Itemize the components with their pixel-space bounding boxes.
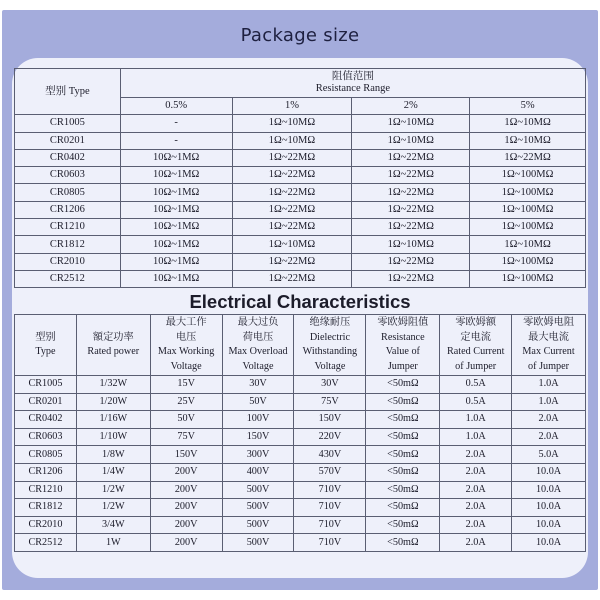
header-line: Dielectric: [309, 331, 350, 343]
electrical-cell: 150V: [150, 446, 222, 464]
table-row: [15, 253, 586, 270]
resistance-cell: 1Ω~100MΩ: [470, 253, 586, 270]
electrical-cell: <50mΩ: [366, 516, 440, 534]
resistance-cell: 1Ω~22MΩ: [352, 201, 470, 218]
tolerance-header: 2%: [352, 98, 470, 115]
tolerance-header: 1%: [232, 98, 352, 115]
electrical-cell: 1/32W: [76, 376, 150, 394]
electrical-cell: <50mΩ: [366, 446, 440, 464]
electrical-cell: 5.0A: [512, 446, 586, 464]
type-cell: CR0201: [15, 393, 77, 411]
electrical-cell: 1/8W: [76, 446, 150, 464]
header-line: of Jumper: [455, 360, 497, 372]
table-row: [15, 516, 586, 534]
table-row: [15, 499, 586, 517]
electrical-header-cell: [294, 315, 366, 376]
resistance-table-body: [15, 115, 586, 288]
type-cell: CR2512: [15, 270, 121, 287]
header-line: Rated power: [87, 346, 140, 357]
electrical-cell: 1.0A: [440, 411, 512, 429]
electrical-cell: 2.0A: [440, 534, 512, 552]
electrical-cell: 10.0A: [512, 481, 586, 499]
electrical-cell: 710V: [294, 534, 366, 552]
header-line: Withstanding: [302, 346, 358, 357]
page-title: Package size: [240, 25, 360, 46]
resistance-cell: 1Ω~10MΩ: [470, 236, 586, 253]
header-line: Resistance: [381, 331, 425, 343]
resistance-cell: 1Ω~10MΩ: [352, 236, 470, 253]
electrical-cell: 200V: [150, 534, 222, 552]
header-line: Voltage: [242, 360, 274, 372]
electrical-cell: 30V: [294, 376, 366, 394]
header-line: 最大过负: [237, 317, 279, 328]
header-line: Voltage: [314, 360, 346, 372]
table-row: [15, 201, 586, 218]
resistance-cell: 1Ω~22MΩ: [470, 149, 586, 166]
electrical-cell: 710V: [294, 499, 366, 517]
electrical-cell: 50V: [150, 411, 222, 429]
electrical-cell: 2.0A: [440, 516, 512, 534]
type-cell: CR2010: [15, 253, 121, 270]
range-header: [120, 69, 585, 98]
resistance-cell: 1Ω~100MΩ: [470, 270, 586, 287]
electrical-cell: 100V: [222, 411, 294, 429]
resistance-cell: 1Ω~22MΩ: [352, 270, 470, 287]
table-row: [15, 393, 586, 411]
electrical-cell: 300V: [222, 446, 294, 464]
resistance-cell: 1Ω~22MΩ: [232, 184, 352, 201]
electrical-cell: 500V: [222, 481, 294, 499]
electrical-cell: 10.0A: [512, 516, 586, 534]
table-row: [15, 184, 586, 201]
electrical-cell: 10.0A: [512, 534, 586, 552]
electrical-cell: 150V: [294, 411, 366, 429]
type-cell: CR0603: [15, 167, 121, 184]
type-cell: CR1005: [15, 115, 121, 132]
table-row: [15, 167, 586, 184]
header-line: 绝缘耐压: [309, 317, 351, 328]
electrical-cell: 710V: [294, 481, 366, 499]
electrical-cell: 0.5A: [440, 376, 512, 394]
resistance-cell: 1Ω~22MΩ: [352, 149, 470, 166]
electrical-cell: 500V: [222, 499, 294, 517]
header-line: Voltage: [170, 360, 202, 372]
electrical-cell: 2.0A: [440, 499, 512, 517]
table-row: [15, 534, 586, 552]
type-cell: CR1210: [15, 219, 121, 236]
electrical-cell: 10.0A: [512, 499, 586, 517]
electrical-cell: 1/2W: [76, 481, 150, 499]
electrical-cell: <50mΩ: [366, 428, 440, 446]
table-row: [15, 219, 586, 236]
electrical-cell: 430V: [294, 446, 366, 464]
electrical-cell: 1.0A: [512, 393, 586, 411]
resistance-cell: 10Ω~1MΩ: [120, 167, 232, 184]
resistance-cell: 10Ω~1MΩ: [120, 201, 232, 218]
resistance-header-row: [15, 69, 586, 98]
resistance-cell: 10Ω~1MΩ: [120, 236, 232, 253]
electrical-header-cell: [76, 315, 150, 376]
type-cell: CR0402: [15, 411, 77, 429]
electrical-cell: 500V: [222, 534, 294, 552]
type-cell: CR0805: [15, 184, 121, 201]
resistance-cell: 1Ω~22MΩ: [352, 167, 470, 184]
electrical-cell: 75V: [150, 428, 222, 446]
electrical-cell: 1/2W: [76, 499, 150, 517]
resistance-cell: 1Ω~22MΩ: [352, 219, 470, 236]
electrical-cell: 1/4W: [76, 463, 150, 481]
type-cell: CR0603: [15, 428, 77, 446]
electrical-cell: 220V: [294, 428, 366, 446]
type-header: 型别 Type: [15, 69, 121, 115]
header-line: of Jumper: [528, 360, 570, 372]
table-row: [15, 270, 586, 287]
electrical-cell: 200V: [150, 499, 222, 517]
resistance-cell: 1Ω~100MΩ: [470, 201, 586, 218]
resistance-cell: 1Ω~22MΩ: [352, 184, 470, 201]
resistance-cell: 1Ω~22MΩ: [232, 253, 352, 270]
type-cell: CR2010: [15, 516, 77, 534]
table-row: [15, 236, 586, 253]
resistance-cell: -: [120, 115, 232, 132]
header-line: Value of: [385, 346, 420, 357]
type-cell: CR1812: [15, 236, 121, 253]
table-row: [15, 149, 586, 166]
resistance-cell: -: [120, 132, 232, 149]
header-line: Max Overload: [228, 346, 288, 357]
header-line: 荷电压: [242, 331, 274, 343]
header-line: Rated Current: [446, 346, 505, 357]
resistance-cell: 10Ω~1MΩ: [120, 253, 232, 270]
type-cell: CR0201: [15, 132, 121, 149]
electrical-header-cell: [440, 315, 512, 376]
resistance-range-table: [14, 68, 586, 288]
type-cell: CR0402: [15, 149, 121, 166]
electrical-cell: 15V: [150, 376, 222, 394]
electrical-title: Electrical Characteristics: [189, 291, 411, 312]
electrical-cell: <50mΩ: [366, 393, 440, 411]
electrical-cell: <50mΩ: [366, 534, 440, 552]
electrical-header-cell: [15, 315, 77, 376]
electrical-cell: 570V: [294, 463, 366, 481]
type-cell: CR1206: [15, 463, 77, 481]
electrical-cell: 1.0A: [440, 428, 512, 446]
header-line: 最大电流: [528, 331, 569, 343]
tolerance-header: 0.5%: [120, 98, 232, 115]
header-line: 型别: [35, 331, 56, 343]
electrical-cell: 200V: [150, 481, 222, 499]
table-row: [15, 481, 586, 499]
electrical-cell: <50mΩ: [366, 499, 440, 517]
electrical-cell: 400V: [222, 463, 294, 481]
electrical-header-row: [15, 315, 586, 376]
resistance-cell: 1Ω~22MΩ: [232, 270, 352, 287]
electrical-cell: 1/20W: [76, 393, 150, 411]
electrical-cell: 2.0A: [440, 446, 512, 464]
electrical-cell: <50mΩ: [366, 411, 440, 429]
header-line: 定电流: [460, 331, 491, 343]
header-line: Max Current: [522, 346, 575, 357]
table-row: [15, 132, 586, 149]
table-row: [15, 411, 586, 429]
type-cell: CR1812: [15, 499, 77, 517]
electrical-cell: 1/10W: [76, 428, 150, 446]
electrical-cell: 0.5A: [440, 393, 512, 411]
range-header-en: Resistance Range: [315, 83, 391, 94]
header-line: Max Working: [157, 346, 215, 357]
resistance-cell: 1Ω~10MΩ: [352, 115, 470, 132]
electrical-cell: 2.0A: [512, 411, 586, 429]
electrical-table: [14, 314, 586, 552]
electrical-cell: 2.0A: [440, 463, 512, 481]
resistance-cell: 1Ω~10MΩ: [352, 132, 470, 149]
electrical-cell: 1.0A: [512, 376, 586, 394]
electrical-cell: 200V: [150, 463, 222, 481]
electrical-cell: 710V: [294, 516, 366, 534]
electrical-cell: 10.0A: [512, 463, 586, 481]
resistance-cell: 1Ω~22MΩ: [232, 219, 352, 236]
electrical-cell: 25V: [150, 393, 222, 411]
electrical-cell: 30V: [222, 376, 294, 394]
table-row: [15, 463, 586, 481]
table-row: [15, 446, 586, 464]
table-row: [15, 115, 586, 132]
electrical-cell: 2.0A: [440, 481, 512, 499]
resistance-cell: 10Ω~1MΩ: [120, 270, 232, 287]
range-header-cn: 阻值范围: [331, 71, 374, 82]
resistance-cell: 1Ω~22MΩ: [352, 253, 470, 270]
header-line: 零欧姆电阻: [523, 317, 575, 328]
resistance-cell: 1Ω~100MΩ: [470, 219, 586, 236]
electrical-cell: 3/4W: [76, 516, 150, 534]
type-cell: CR1005: [15, 376, 77, 394]
resistance-cell: 1Ω~10MΩ: [470, 132, 586, 149]
header-line: 零欧姆额: [455, 317, 497, 328]
electrical-cell: 500V: [222, 516, 294, 534]
header-line: 零欧姆阻值: [377, 317, 429, 328]
resistance-cell: 1Ω~22MΩ: [232, 201, 352, 218]
header-line: Type: [35, 346, 56, 357]
type-cell: CR1206: [15, 201, 121, 218]
table-row: [15, 376, 586, 394]
header-line: 額定功率: [92, 331, 134, 343]
resistance-cell: 1Ω~22MΩ: [232, 149, 352, 166]
electrical-header-cell: [366, 315, 440, 376]
electrical-cell: 2.0A: [512, 428, 586, 446]
table-row: [15, 428, 586, 446]
electrical-table-body: [15, 376, 586, 552]
electrical-header-cell: [512, 315, 586, 376]
header-line: 最大工作: [165, 317, 207, 328]
electrical-cell: 50V: [222, 393, 294, 411]
resistance-cell: 1Ω~22MΩ: [232, 167, 352, 184]
tolerance-header: 5%: [470, 98, 586, 115]
electrical-header-cell: [150, 315, 222, 376]
electrical-cell: <50mΩ: [366, 376, 440, 394]
resistance-cell: 1Ω~100MΩ: [470, 184, 586, 201]
type-cell: CR0805: [15, 446, 77, 464]
electrical-cell: 200V: [150, 516, 222, 534]
header-line: 电压: [175, 331, 197, 343]
resistance-cell: 1Ω~100MΩ: [470, 167, 586, 184]
electrical-cell: <50mΩ: [366, 463, 440, 481]
resistance-cell: 10Ω~1MΩ: [120, 219, 232, 236]
electrical-cell: 150V: [222, 428, 294, 446]
resistance-cell: 10Ω~1MΩ: [120, 184, 232, 201]
electrical-cell: 1W: [76, 534, 150, 552]
resistance-cell: 1Ω~10MΩ: [232, 236, 352, 253]
header-line: Jumper: [387, 360, 418, 372]
resistance-cell: 1Ω~10MΩ: [470, 115, 586, 132]
resistance-cell: 1Ω~10MΩ: [232, 132, 352, 149]
electrical-cell: 1/16W: [76, 411, 150, 429]
electrical-cell: <50mΩ: [366, 481, 440, 499]
electrical-header-cell: [222, 315, 294, 376]
electrical-cell: 75V: [294, 393, 366, 411]
resistance-cell: 1Ω~10MΩ: [232, 115, 352, 132]
type-cell: CR1210: [15, 481, 77, 499]
resistance-cell: 10Ω~1MΩ: [120, 149, 232, 166]
type-cell: CR2512: [15, 534, 77, 552]
